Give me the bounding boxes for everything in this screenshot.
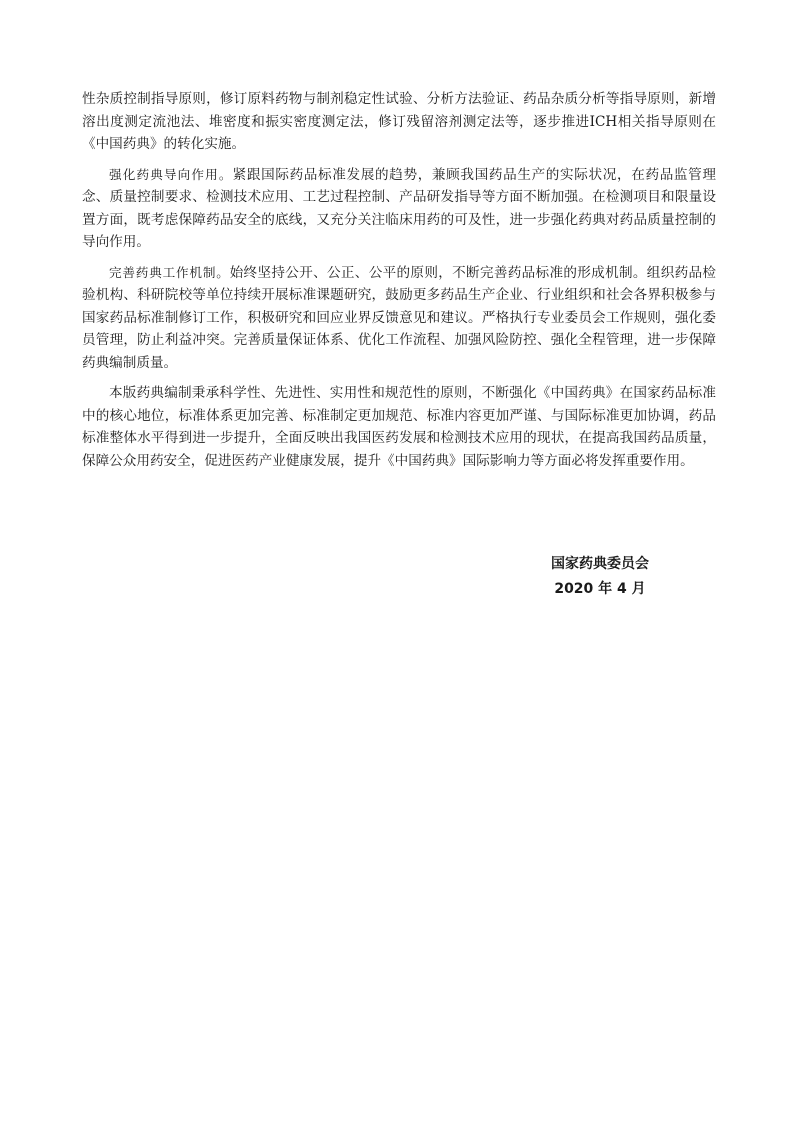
paragraph-1 (82, 88, 716, 156)
signature-organization: 国家药典委员会 (551, 556, 649, 572)
paragraph-4 (82, 382, 716, 472)
paragraph-2-text: 紧跟国际药品标准发展的趋势，兼顾我国药品生产的实际状况，在药品监管理念、质量控制要求、检测技术应用、工艺过程控制、产品研发指导等方面不断加强。在检测项目和限量设置方面，既考虑保障药品安全的底线，又充分关注临床用药的可及性，进一步强化药典对药品质量控制的导向作用。 (82, 166, 716, 250)
document-body (82, 88, 716, 480)
paragraph-2-lead: 强化药典导向作用。 (109, 166, 233, 182)
paragraph-2 (82, 164, 716, 254)
signature-date: 2020 年 4 月 (554, 581, 646, 597)
signature-block (500, 552, 700, 602)
paragraph-4-text: 本版药典编制秉承科学性、先进性、实用性和规范性的原则，不断强化《中国药典》在国家药品标准中的核心地位，标准体系更加完善、标准制定更加规范、标准内容更加严谨、与国际标准更加协调，药品标准整体水平得到进一步提升，全面反映出我国医药发展和检测技术应用的现状，在提高我国药品质量，保障公众用药安全，促进医药产业健康发展，提升《中国药典》国际影响力等方面必将发挥重要作用。 (82, 385, 716, 469)
paragraph-1-text: 性杂质控制指导原则，修订原料药物与制剂稳定性试验、分析方法验证、药品杂质分析等指导原则，新增溶出度测定流池法、堆密度和振实密度测定法，修订残留溶剂测定法等，逐步推进ICH相关指导原则在《中国药典》的转化实施。 (82, 91, 716, 152)
paragraph-3 (82, 262, 716, 375)
paragraph-3-text: 始终坚持公开、公正、公平的原则，不断完善药品标准的形成机制。组织药品检验机构、科研院校等单位持续开展标准课题研究，鼓励更多药品生产企业、行业组织和社会各界积极参与国家药品标准制修订工作，积极研究和回应业界反馈意见和建议。严格执行专业委员会工作规则，强化委员管理，防止利益冲突。完善质量保证体系、优化工作流程、加强风险防控、强化全程管理，进一步保障药典编制质量。 (82, 264, 717, 371)
paragraph-3-lead: 完善药典工作机制。 (109, 264, 230, 280)
